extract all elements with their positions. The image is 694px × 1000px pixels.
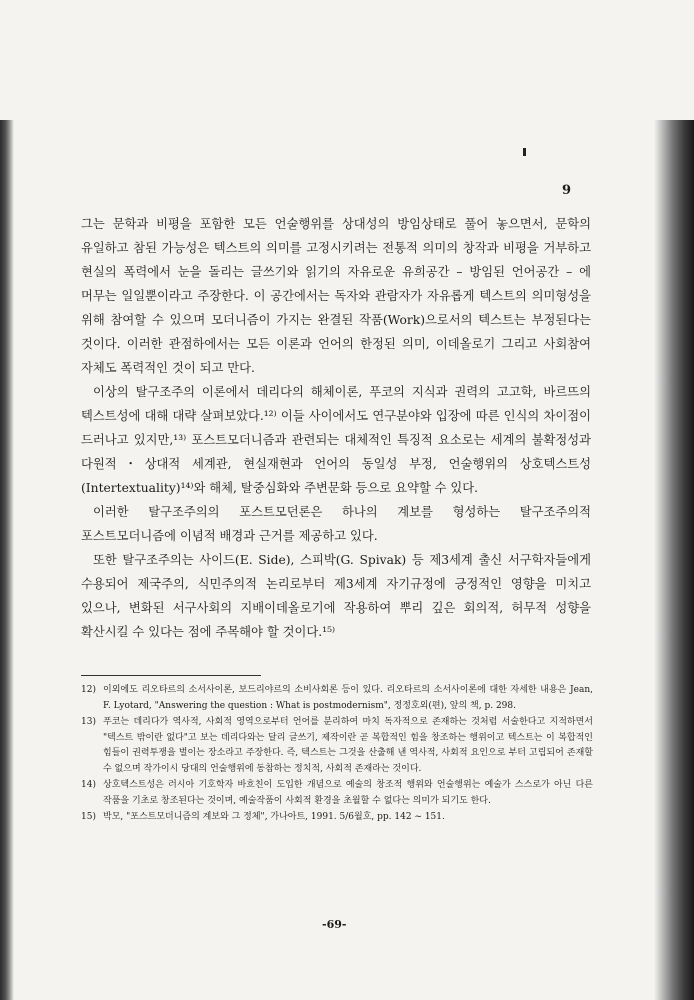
scan-shadow-right [654,120,694,1000]
page-number: 9 [562,183,572,198]
folio: -69- [322,918,347,931]
footnotes [81,683,593,827]
body-text [81,212,591,644]
footnote-12 [81,683,593,714]
paragraph-4: 또한 탈구조주의는 사이드(E. Side), 스피박(G. Spivak) 등 제3세계 출신 서구학자들에게 수용되어 제국주의, 식민주의적 논리로부터 제3세계 자기규정에 긍정적인 영향을 미치고 있으나, 변화된 서구사회의 지배이데올로기에 작용하여 뿌리 깊은 회의적, 허무적 성향을 확산시킬 수 있다는 점에 주목해야 할 것이다.¹⁵⁾ [81,553,591,639]
paragraph-3: 이러한 탈구조주의의 포스트모던론은 하나의 계보를 형성하는 탈구조주의적 포스트모더니즘에 이념적 배경과 근거를 제공하고 있다. [81,505,591,543]
scan-shadow-left [0,120,14,1000]
ink-speck [523,148,526,156]
footnote-13 [81,715,593,777]
footnote-number: 13) [81,717,96,727]
footnote-text: 이외에도 리오타르의 소서사이론, 보드리야르의 소비사회론 등이 있다. 리오타르의 소서사이론에 대한 자세한 내용은 Jean, F. Lyotard, "Answering the question : What is postmodernism", 정정호외(편), 앞의 책, p. 298. [103,685,593,711]
footnote-divider [81,675,261,676]
footnote-number: 12) [81,685,96,695]
footnote-number: 15) [81,812,96,822]
footnote-text: 푸코는 데리다가 역사적, 사회적 영역으로부터 언어를 분리하여 마치 독자적으로 존재하는 것처럼 서술한다고 지적하면서 "텍스트 밖이란 없다"고 보는 데리다와는 달리 글쓰기, 제작이란 곧 복합적인 힘을 창조하는 행위이고 텍스트는 이 복합적인 힘들이 권력투쟁을 벌이는 장소라고 주장한다. 즉, 텍스트는 그것을 산출해 낸 역사적, 사회적 요인으로 부터 고립되어 존재할 수 없으며 작가이시 당대의 언술행위에 동참하는 정치적, 사회적 존재라는 것이다. [103,717,593,774]
paragraph-1: 그는 문학과 비평을 포함한 모든 언술행위를 상대성의 방임상태로 풀어 놓으면서, 문학의 유일하고 참된 가능성은 텍스트의 의미를 고정시키려는 전통적 의미의 창작과 비평을 거부하고 현실의 폭력에서 눈을 돌리는 글쓰기와 읽기의 자유로운 유희공간 – 방임된 언어공간 – 에 머무는 일일뿐이라고 주장한다. 이 공간에서는 독자와 관람자가 자유롭게 텍스트의 의미형성을 위해 참여할 수 있으며 모더니즘이 가지는 완결된 작품(Work)으로서의 텍스트는 부정된다는 것이다. 이러한 관점하에서는 모든 이론과 언어의 한정된 의미, 이데올로기 그리고 사회참여 자체도 폭력적인 것이 되고 만다. [81,217,591,375]
footnote-15 [81,810,593,826]
footnote-text: 상호텍스트성은 러시아 기호학자 바흐친이 도입한 개념으로 예술의 창조적 행위와 언술행위는 예술가 스스로가 아닌 다른 작품을 기초로 창조된다는 것이며, 예술작품이 사회적 환경을 초월할 수 없다는 의미가 되기도 한다. [103,780,593,806]
footnote-14 [81,778,593,809]
paragraph-2: 이상의 탈구조주의 이론에서 데리다의 해체이론, 푸코의 지식과 권력의 고고학, 바르뜨의 텍스트성에 대해 대략 살펴보았다.¹²⁾ 이들 사이에서도 연구분야와 입장에 따른 인식의 차이점이 드러나고 있지만,¹³⁾ 포스트모더니즘과 관련되는 대체적인 특징적 요소로는 세계의 불확정성과 다원적・상대적 세계관, 현실재현과 언어의 동일성 부정, 언술행위의 상호텍스트성(Intertextuality)¹⁴⁾와 해체, 탈중심화와 주변문화 등으로 요약할 수 있다. [81,385,591,495]
footnote-number: 14) [81,780,96,790]
footnote-text: 박모, "포스트모더니즘의 계보와 그 정체", 가나아트, 1991. 5/6월호, pp. 142 ~ 151. [103,812,445,822]
